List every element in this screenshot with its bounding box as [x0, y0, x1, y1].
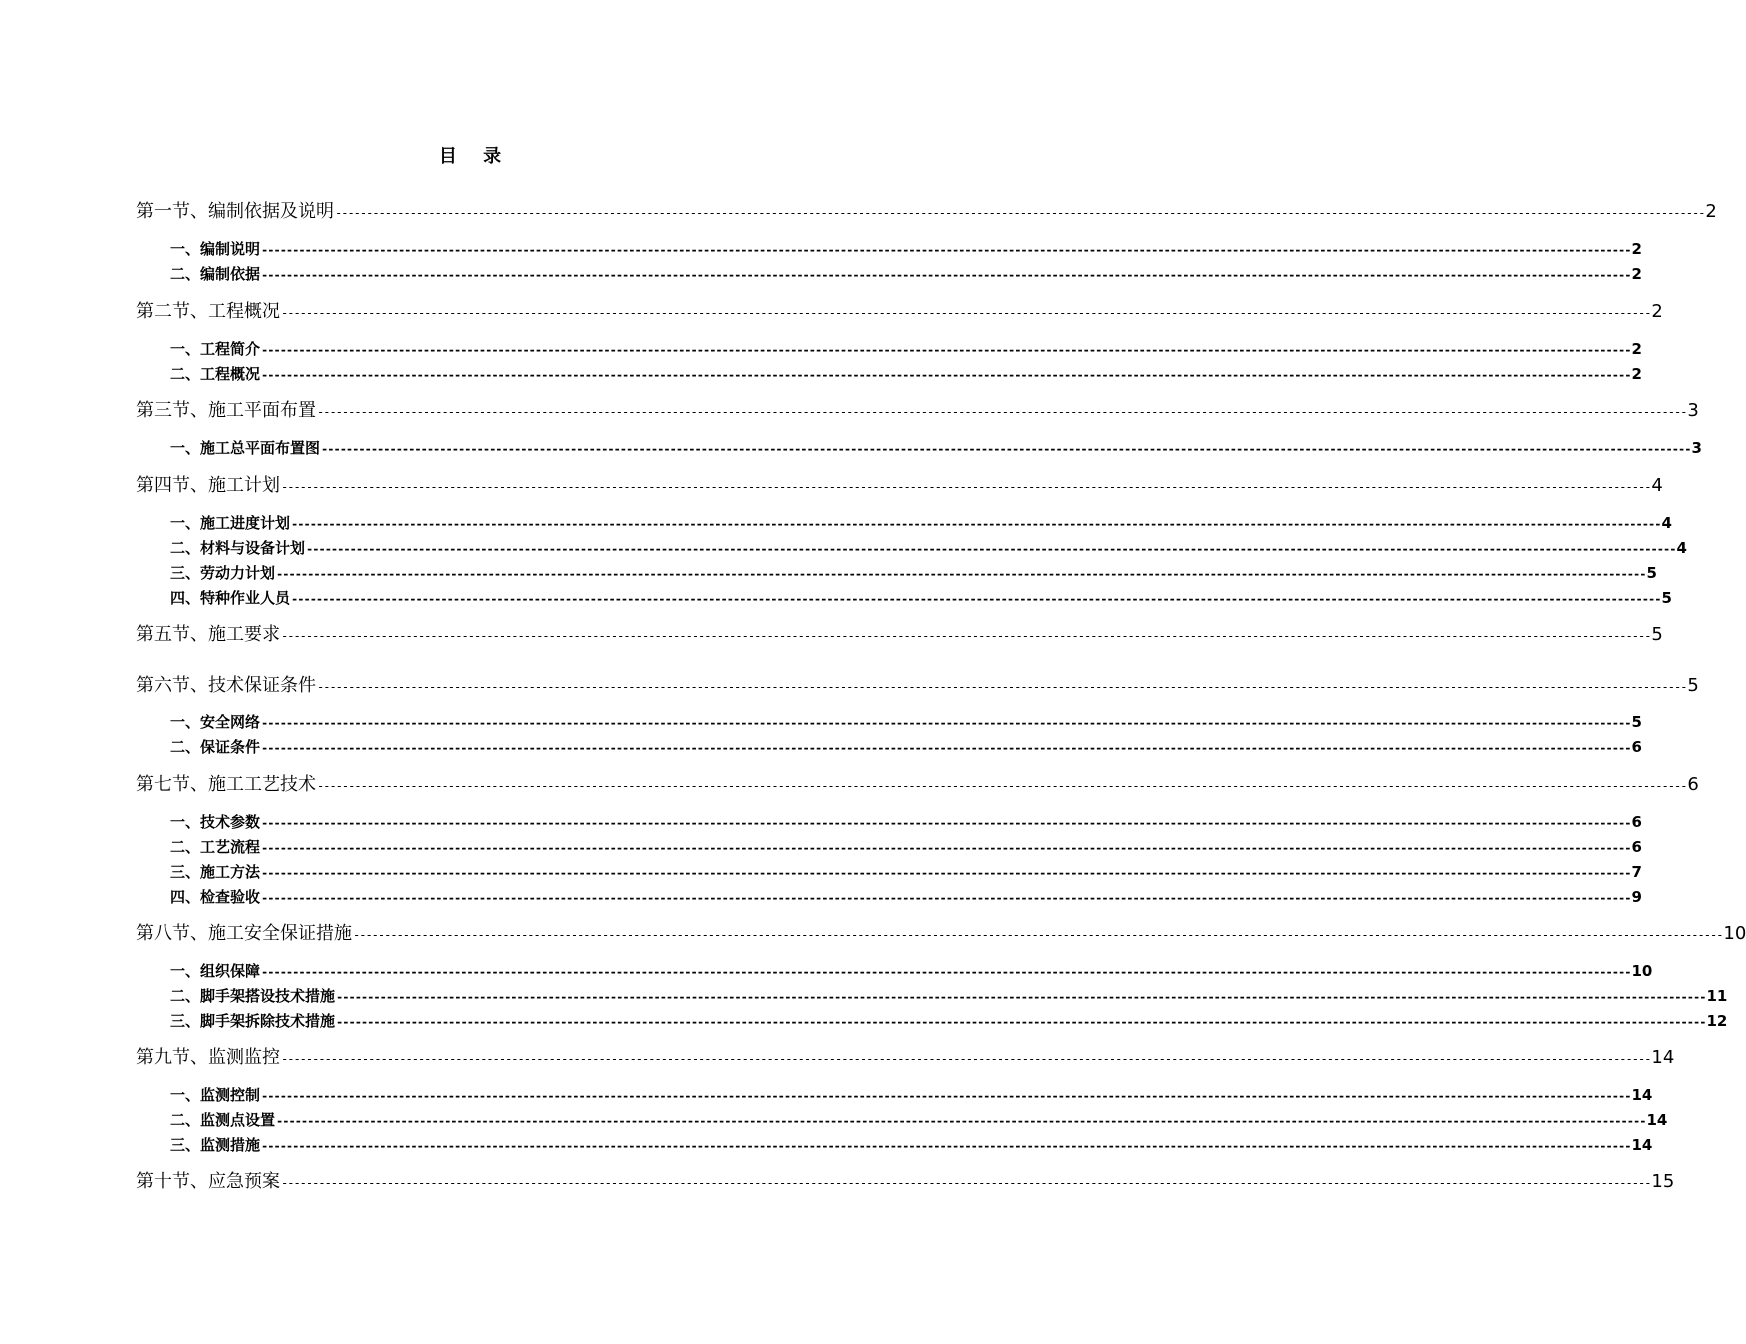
toc-entry-label: 一、组织保障 [170, 962, 261, 980]
toc-entry-page-number: 2 [1705, 201, 1717, 222]
toc-entry-label: 一、工程简介 [170, 340, 261, 358]
toc-entry-label: 第二节、工程概况 [136, 301, 280, 322]
toc-entry-label: 二、保证条件 [170, 738, 261, 756]
toc-section-entry[interactable] [136, 674, 1699, 698]
toc-section-entry[interactable] [136, 300, 1663, 324]
toc-entry-label: 二、工艺流程 [170, 838, 261, 856]
toc-entry-page-number: 6 [1631, 738, 1642, 756]
toc-dot-leader: ---------------------------------------------------------------------------------------------------------------------------------------------------------------------------------------------------------------------------- [261, 816, 1631, 830]
toc-entry-page-number: 6 [1631, 838, 1642, 856]
toc-entry-page-number: 2 [1631, 340, 1642, 358]
toc-dot-leader: ---------------------------------------------------------------------------------------------------------------------------------------------------------------------------------------------------------------------------- [261, 891, 1631, 905]
toc-entry-label: 二、材料与设备计划 [170, 539, 306, 557]
toc-entry-label: 第六节、技术保证条件 [136, 675, 316, 696]
toc-entry-label: 一、施工总平面布置图 [170, 439, 321, 457]
toc-entry-label: 二、脚手架搭设技术措施 [170, 987, 336, 1005]
toc-subsection-entry[interactable] [170, 862, 1642, 882]
toc-section-entry[interactable] [136, 1046, 1675, 1070]
toc-dot-leader: ---------------------------------------------------------------------------------------------------------------------------------------------------------------------------------------------------------------------------- [281, 1176, 1651, 1190]
toc-subsection-entry[interactable] [170, 513, 1672, 533]
toc-dot-leader: ---------------------------------------------------------------------------------------------------------------------------------------------------------------------------------------------------------------------------- [261, 965, 1631, 979]
toc-subsection-entry[interactable] [170, 1011, 1728, 1031]
toc-entry-label: 二、监测点设置 [170, 1111, 276, 1129]
toc-subsection-entry[interactable] [170, 563, 1657, 583]
toc-dot-leader: ---------------------------------------------------------------------------------------------------------------------------------------------------------------------------------------------------------------------------- [306, 542, 1676, 556]
toc-entry-page-number: 5 [1661, 589, 1672, 607]
toc-dot-leader: ---------------------------------------------------------------------------------------------------------------------------------------------------------------------------------------------------------------------------- [261, 343, 1631, 357]
toc-entry-page-number: 4 [1676, 539, 1687, 557]
toc-entry-label: 三、监测措施 [170, 1136, 261, 1154]
toc-entry-page-number: 10 [1631, 962, 1653, 980]
toc-entry-label: 第十节、应急预案 [136, 1171, 280, 1192]
toc-dot-leader: ---------------------------------------------------------------------------------------------------------------------------------------------------------------------------------------------------------------------------- [261, 243, 1631, 257]
toc-entry-label: 二、编制依据 [170, 265, 261, 283]
toc-subsection-entry[interactable] [170, 1135, 1653, 1155]
toc-entry-page-number: 4 [1661, 514, 1672, 532]
toc-subsection-entry[interactable] [170, 264, 1642, 284]
toc-dot-leader: ---------------------------------------------------------------------------------------------------------------------------------------------------------------------------------------------------------------------------- [317, 405, 1687, 419]
toc-dot-leader: ---------------------------------------------------------------------------------------------------------------------------------------------------------------------------------------------------------------------------- [291, 592, 1661, 606]
toc-title: 目 录 [438, 146, 512, 167]
toc-entry-label: 四、检查验收 [170, 888, 261, 906]
toc-subsection-entry[interactable] [170, 538, 1687, 558]
toc-entry-page-number: 5 [1646, 564, 1657, 582]
toc-subsection-entry[interactable] [170, 812, 1642, 832]
toc-dot-leader: ---------------------------------------------------------------------------------------------------------------------------------------------------------------------------------------------------------------------------- [261, 1089, 1631, 1103]
toc-subsection-entry[interactable] [170, 712, 1642, 732]
toc-subsection-entry[interactable] [170, 737, 1642, 757]
toc-dot-leader: ---------------------------------------------------------------------------------------------------------------------------------------------------------------------------------------------------------------------------- [261, 841, 1631, 855]
toc-entry-label: 第八节、施工安全保证措施 [136, 923, 352, 944]
toc-entry-page-number: 2 [1631, 240, 1642, 258]
toc-entry-page-number: 4 [1651, 475, 1663, 496]
toc-subsection-entry[interactable] [170, 961, 1653, 981]
toc-entry-page-number: 11 [1706, 987, 1728, 1005]
toc-entry-label: 二、工程概况 [170, 365, 261, 383]
toc-dot-leader: ---------------------------------------------------------------------------------------------------------------------------------------------------------------------------------------------------------------------------- [281, 629, 1651, 643]
toc-entry-page-number: 3 [1691, 439, 1702, 457]
toc-dot-leader: ---------------------------------------------------------------------------------------------------------------------------------------------------------------------------------------------------------------------------- [281, 480, 1651, 494]
toc-dot-leader: ---------------------------------------------------------------------------------------------------------------------------------------------------------------------------------------------------------------------------- [317, 779, 1687, 793]
toc-entry-page-number: 10 [1723, 923, 1746, 944]
toc-subsection-entry[interactable] [170, 1110, 1668, 1130]
toc-dot-leader: ---------------------------------------------------------------------------------------------------------------------------------------------------------------------------------------------------------------------------- [261, 866, 1631, 880]
toc-dot-leader: ---------------------------------------------------------------------------------------------------------------------------------------------------------------------------------------------------------------------------- [321, 442, 1691, 456]
toc-subsection-entry[interactable] [170, 364, 1642, 384]
toc-entry-page-number: 6 [1631, 813, 1642, 831]
toc-dot-leader: ---------------------------------------------------------------------------------------------------------------------------------------------------------------------------------------------------------------------------- [291, 517, 1661, 531]
toc-dot-leader: ---------------------------------------------------------------------------------------------------------------------------------------------------------------------------------------------------------------------------- [276, 1114, 1646, 1128]
toc-entry-label: 第七节、施工工艺技术 [136, 774, 316, 795]
toc-entry-label: 一、施工进度计划 [170, 514, 291, 532]
toc-entry-page-number: 6 [1687, 774, 1699, 795]
toc-entry-page-number: 2 [1631, 365, 1642, 383]
toc-dot-leader: ---------------------------------------------------------------------------------------------------------------------------------------------------------------------------------------------------------------------------- [317, 680, 1687, 694]
toc-section-entry[interactable] [136, 1170, 1675, 1194]
toc-subsection-entry[interactable] [170, 339, 1642, 359]
toc-entry-page-number: 15 [1651, 1171, 1675, 1192]
toc-subsection-entry[interactable] [170, 1085, 1653, 1105]
toc-subsection-entry[interactable] [170, 887, 1642, 907]
toc-entry-label: 三、施工方法 [170, 863, 261, 881]
toc-entry-label: 一、监测控制 [170, 1086, 261, 1104]
toc-entry-page-number: 5 [1651, 624, 1663, 645]
toc-subsection-entry[interactable] [170, 986, 1728, 1006]
toc-entry-page-number: 14 [1631, 1086, 1653, 1104]
toc-entry-page-number: 14 [1646, 1111, 1668, 1129]
toc-entry-page-number: 2 [1631, 265, 1642, 283]
toc-subsection-entry[interactable] [170, 837, 1642, 857]
toc-entry-label: 四、特种作业人员 [170, 589, 291, 607]
toc-entry-page-number: 7 [1631, 863, 1642, 881]
toc-section-entry[interactable] [136, 922, 1746, 946]
toc-entry-label: 一、技术参数 [170, 813, 261, 831]
toc-entry-label: 一、安全网络 [170, 713, 261, 731]
toc-entry-page-number: 14 [1651, 1047, 1675, 1068]
toc-entry-page-number: 12 [1706, 1012, 1728, 1030]
toc-entry-page-number: 5 [1687, 675, 1699, 696]
toc-subsection-entry[interactable] [170, 239, 1642, 259]
toc-subsection-entry[interactable] [170, 438, 1702, 458]
toc-dot-leader: ---------------------------------------------------------------------------------------------------------------------------------------------------------------------------------------------------------------------------- [261, 741, 1631, 755]
toc-entry-label: 第九节、监测监控 [136, 1047, 280, 1068]
toc-section-entry[interactable] [136, 773, 1699, 797]
toc-section-entry[interactable] [136, 399, 1699, 423]
toc-dot-leader: ---------------------------------------------------------------------------------------------------------------------------------------------------------------------------------------------------------------------------- [336, 990, 1706, 1004]
toc-dot-leader: ---------------------------------------------------------------------------------------------------------------------------------------------------------------------------------------------------------------------------- [261, 368, 1631, 382]
toc-dot-leader: ---------------------------------------------------------------------------------------------------------------------------------------------------------------------------------------------------------------------------- [261, 268, 1631, 282]
toc-dot-leader: ---------------------------------------------------------------------------------------------------------------------------------------------------------------------------------------------------------------------------- [336, 1015, 1706, 1029]
toc-entry-label: 第三节、施工平面布置 [136, 400, 316, 421]
toc-dot-leader: ---------------------------------------------------------------------------------------------------------------------------------------------------------------------------------------------------------------------------- [261, 1139, 1631, 1153]
toc-subsection-entry[interactable] [170, 588, 1672, 608]
toc-entry-label: 三、脚手架拆除技术措施 [170, 1012, 336, 1030]
toc-dot-leader: ---------------------------------------------------------------------------------------------------------------------------------------------------------------------------------------------------------------------------- [353, 928, 1723, 942]
toc-dot-leader: ---------------------------------------------------------------------------------------------------------------------------------------------------------------------------------------------------------------------------- [261, 716, 1631, 730]
toc-entry-page-number: 5 [1631, 713, 1642, 731]
toc-entry-label: 第五节、施工要求 [136, 624, 280, 645]
toc-section-entry[interactable] [136, 200, 1717, 224]
toc-entry-label: 第一节、编制依据及说明 [136, 201, 334, 222]
toc-entry-page-number: 3 [1687, 400, 1699, 421]
toc-section-entry[interactable] [136, 623, 1663, 647]
toc-entry-page-number: 9 [1631, 888, 1642, 906]
toc-entry-label: 一、编制说明 [170, 240, 261, 258]
toc-section-entry[interactable] [136, 474, 1663, 498]
toc-entry-page-number: 14 [1631, 1136, 1653, 1154]
toc-dot-leader: ---------------------------------------------------------------------------------------------------------------------------------------------------------------------------------------------------------------------------- [281, 1052, 1651, 1066]
toc-entry-label: 第四节、施工计划 [136, 475, 280, 496]
toc-dot-leader: ---------------------------------------------------------------------------------------------------------------------------------------------------------------------------------------------------------------------------- [335, 206, 1705, 220]
toc-entry-label: 三、劳动力计划 [170, 564, 276, 582]
toc-dot-leader: ---------------------------------------------------------------------------------------------------------------------------------------------------------------------------------------------------------------------------- [276, 567, 1646, 581]
toc-entry-page-number: 2 [1651, 301, 1663, 322]
toc-dot-leader: ---------------------------------------------------------------------------------------------------------------------------------------------------------------------------------------------------------------------------- [281, 306, 1651, 320]
